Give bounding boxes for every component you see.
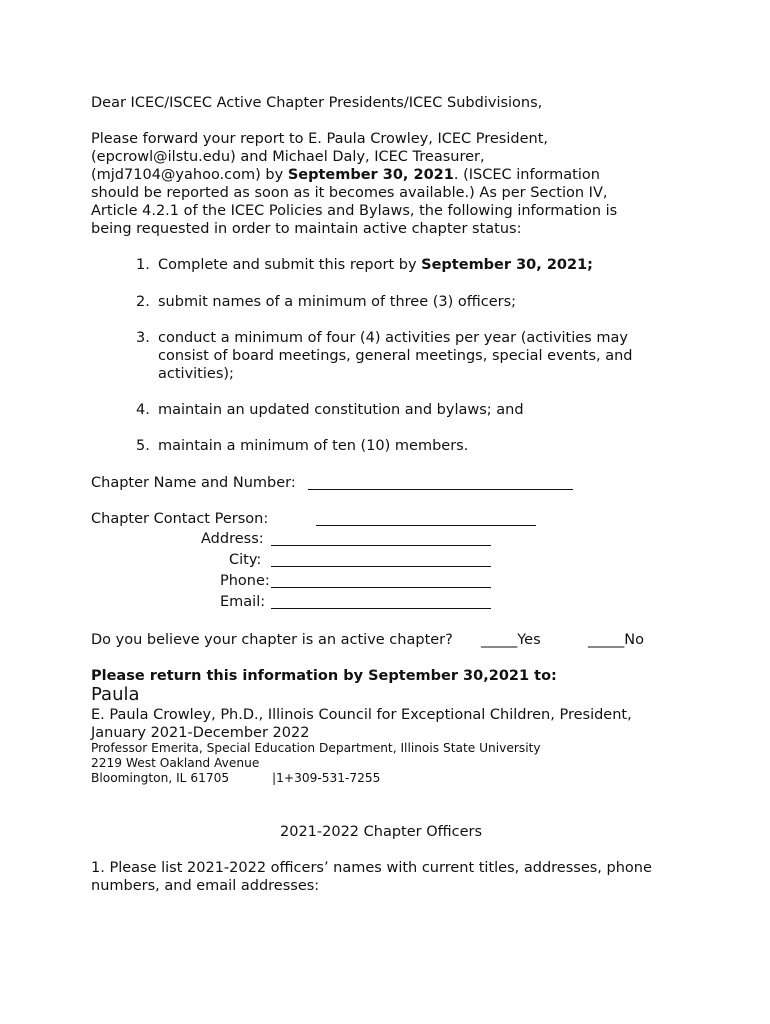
address-field[interactable] (271, 545, 491, 546)
list-item-line: consist of board meetings, general meetings, special events, and (158, 348, 633, 364)
list-item-number: 4. (136, 402, 150, 418)
list-item-number: 5. (136, 438, 150, 454)
contact-street: 2219 West Oakland Avenue (91, 756, 260, 770)
officers-instruction-line-1: 1. Please list 2021-2022 officers’ names with current titles, addresses, phone (91, 860, 652, 876)
intro-line-3 (91, 166, 600, 184)
active-chapter-question: Do you believe your chapter is an active chapter? (91, 632, 453, 648)
intro-line-2: (epcrowl@ilstu.edu) and Michael Daly, ICEC Treasurer, (91, 149, 485, 165)
email-field[interactable] (271, 608, 491, 609)
contact-name-line-2: January 2021-December 2022 (91, 725, 310, 741)
signature: Paula (91, 684, 140, 705)
list-item-text: Complete and submit this report by (158, 257, 422, 273)
city-label: City: (229, 552, 262, 568)
list-item-line: activities); (158, 366, 234, 382)
officers-instruction-line-2: numbers, and email addresses: (91, 878, 320, 894)
contact-city-state: Bloomington, IL 61705 (91, 771, 230, 785)
return-heading: Please return this information by September 30,2021 to: (91, 668, 557, 684)
deadline-bold: September 30, 2021 (287, 167, 454, 183)
contact-department: Professor Emerita, Special Education Department, Illinois State University (91, 741, 541, 755)
address-label: Address: (201, 531, 264, 547)
list-item-bold: September 30, 2021; (421, 257, 593, 273)
intro-line-1: Please forward your report to E. Paula Crowley, ICEC President, (91, 131, 548, 147)
officers-title: 2021-2022 Chapter Officers (280, 824, 483, 840)
intro-line-4: should be reported as soon as it becomes available.) As per Section IV, (91, 185, 608, 201)
contact-phone: |1+309-531-7255 (272, 771, 381, 785)
list-item-number: 3. (136, 330, 150, 346)
intro-line-3-pre: (mjd7104@yahoo.com) by (91, 167, 288, 183)
intro-line-3-post: . (ISCEC information (453, 167, 600, 183)
contact-person-field[interactable] (316, 525, 536, 526)
list-item-number: 1. (136, 257, 150, 273)
email-label: Email: (220, 594, 266, 610)
list-item: submit names of a minimum of three (3) officers; (158, 294, 517, 310)
list-item: maintain a minimum of ten (10) members. (158, 438, 469, 454)
chapter-name-label: Chapter Name and Number: (91, 475, 296, 491)
city-field[interactable] (271, 566, 491, 567)
chapter-name-field[interactable] (308, 489, 573, 490)
contact-name-line-1: E. Paula Crowley, Ph.D., Illinois Council for Exceptional Children, President, (91, 707, 632, 723)
salutation: Dear ICEC/ISCEC Active Chapter Presidents/ICEC Subdivisions, (91, 95, 543, 111)
phone-field[interactable] (271, 587, 491, 588)
intro-line-5: Article 4.2.1 of the ICEC Policies and Bylaws, the following information is (91, 203, 618, 219)
phone-label: Phone: (220, 573, 270, 589)
no-option[interactable]: _____No (588, 632, 644, 648)
list-item: maintain an updated constitution and bylaws; and (158, 402, 524, 418)
yes-option[interactable]: _____Yes (481, 632, 541, 648)
list-item (158, 256, 593, 274)
intro-line-6: being requested in order to maintain active chapter status: (91, 221, 522, 237)
list-item-line: conduct a minimum of four (4) activities per year (activities may (158, 330, 628, 346)
contact-person-label: Chapter Contact Person: (91, 511, 269, 527)
list-item-number: 2. (136, 294, 150, 310)
